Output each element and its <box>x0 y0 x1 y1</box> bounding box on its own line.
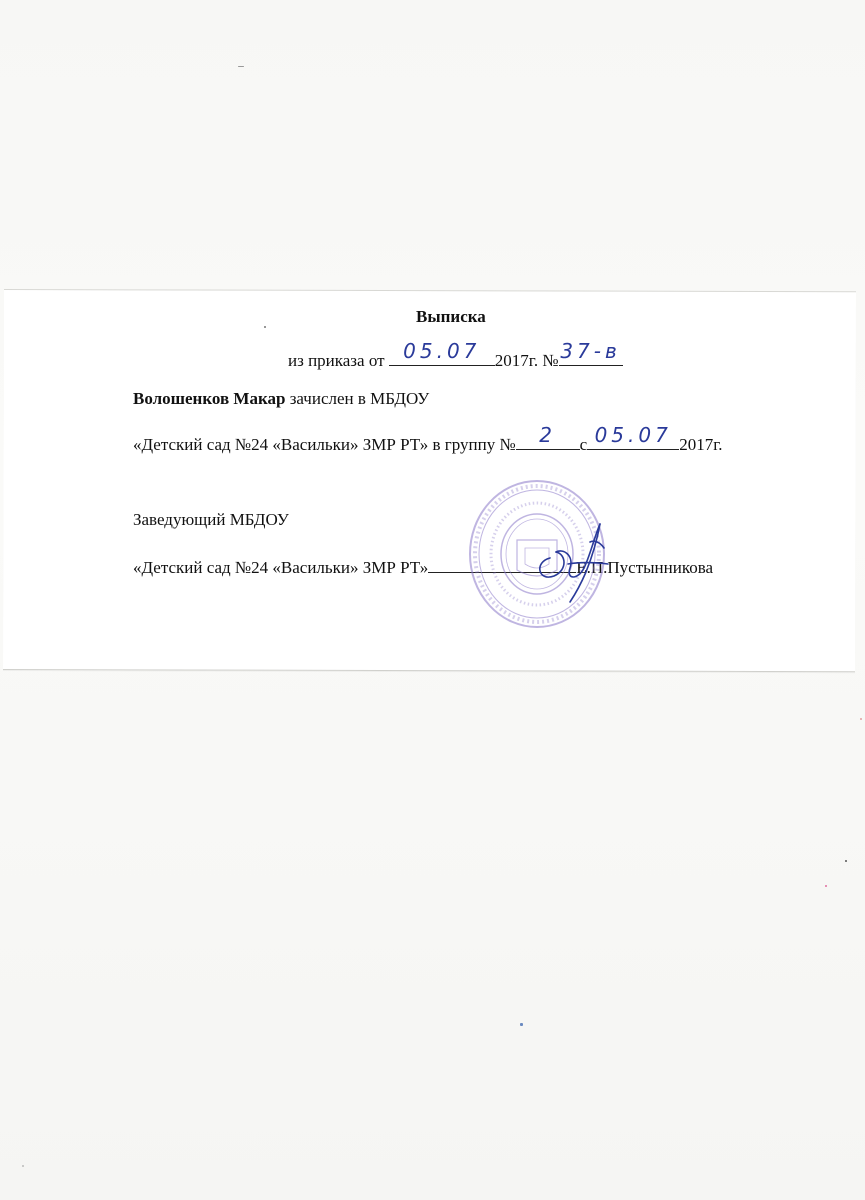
signatory-position-line-2: «Детский сад №24 «Васильки» ЗМР РТ» <box>133 558 429 577</box>
enrollment-text: зачислен в МБДОУ <box>285 389 430 408</box>
order-number-blank <box>559 339 623 366</box>
signatory-line-2 <box>133 554 713 578</box>
document-title: Выписка <box>416 307 486 326</box>
order-number-handwritten: 37-в <box>560 339 621 363</box>
order-date-blank <box>389 339 495 366</box>
group-number-handwritten: 2 <box>539 423 557 447</box>
signatory-name: Е.П.Пустынникова <box>576 558 714 577</box>
order-date-handwritten: 05.07 <box>403 339 481 363</box>
enrollment-line-1 <box>133 389 429 409</box>
order-prefix: из приказа от <box>288 351 389 370</box>
from-date-blank <box>587 423 679 450</box>
group-number-blank <box>516 423 580 450</box>
from-year: 2017г. <box>679 435 723 454</box>
order-year-suffix: 2017г. № <box>494 351 559 370</box>
enrollment-line-2 <box>133 423 723 455</box>
child-name: Волошенков Макар <box>133 389 286 408</box>
handwritten-signature <box>520 518 620 608</box>
from-label: с <box>579 435 588 454</box>
kindergarten-group-text: «Детский сад №24 «Васильки» ЗМР РТ» в группу № <box>133 435 516 454</box>
signatory-position-line-1: Заведующий МБДОУ <box>133 510 289 529</box>
order-line <box>288 339 623 371</box>
from-date-handwritten: 05.07 <box>594 423 672 447</box>
